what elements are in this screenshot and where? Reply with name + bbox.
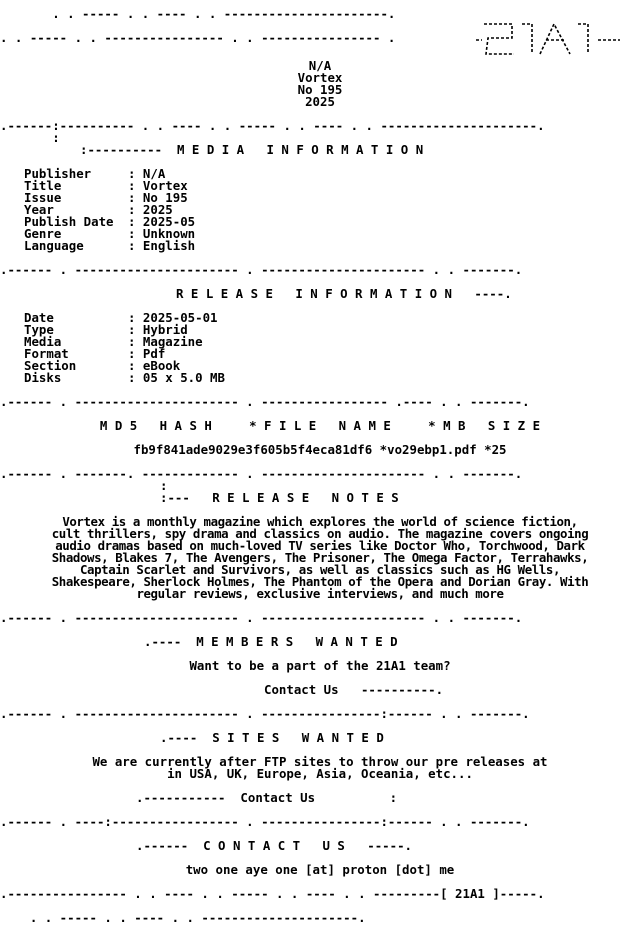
media-row-label: Title xyxy=(24,178,62,193)
members-heading: .---- M E M B E R S W A N T E D xyxy=(144,634,398,649)
notes-line: Vortex is a monthly magazine which explores the world of science fiction, xyxy=(62,514,578,529)
media-row xyxy=(24,180,640,192)
release-row-value: Magazine xyxy=(142,334,203,349)
media-row xyxy=(24,216,640,228)
release-row xyxy=(24,324,640,336)
media-row-value: 2025 xyxy=(142,202,173,217)
media-row-value: N/A xyxy=(142,166,166,181)
media-row-sep: : xyxy=(128,226,143,241)
hash-separator: .------ . ---------------------- . ----------------- .---- . . -------. xyxy=(0,394,530,409)
release-row-label: Date xyxy=(24,310,54,325)
release-row xyxy=(24,336,640,348)
contact-separator: .------ . ----:----------------- . ----------------:------ . . -------. xyxy=(0,814,530,829)
contact-line: two one aye one [at] proton [dot] me xyxy=(185,862,455,877)
sites-heading: .---- S I T E S W A N T E D xyxy=(160,730,384,745)
release-row xyxy=(24,372,640,384)
media-row xyxy=(24,204,640,216)
release-row-sep: : xyxy=(128,346,143,361)
media-row-value: Unknown xyxy=(142,226,196,241)
media-separator-bar: : xyxy=(0,130,60,145)
notes-separator: .------ . -------. ------------- . ---------------------- . . -------. xyxy=(0,466,523,481)
members-contact-link[interactable]: Contact Us ----------. xyxy=(264,682,444,697)
media-row-sep: : xyxy=(128,214,143,229)
media-row-value: 2025-05 xyxy=(142,214,196,229)
notes-separator-bar: : xyxy=(160,478,168,493)
header-title-line: Vortex xyxy=(297,70,343,85)
notes-line: Shadows, Blakes 7, The Avengers, The Prisoner, The Omega Factor, Terrahawks, xyxy=(51,550,589,565)
release-row-value: 05 x 5.0 MB xyxy=(142,370,225,385)
media-row-label: Year xyxy=(24,202,54,217)
hash-line: fb9f841ade9029e3f605b5f4eca81df6 *vo29ebp1.pdf *25 xyxy=(133,442,507,457)
media-separator: .------:---------- . . ---- . . ----- . . ---- . . ---------------------. xyxy=(0,118,545,133)
release-row-value: Hybrid xyxy=(142,322,188,337)
sites-line: We are currently after FTP sites to throw our pre releases at xyxy=(92,754,548,769)
media-row-value: No 195 xyxy=(142,190,188,205)
media-row xyxy=(24,168,640,180)
header-title-line: N/A xyxy=(308,58,332,73)
media-row-label: Publish Date xyxy=(24,214,114,229)
header-separator-top: . . ----- . . ---- . . ----------------------. xyxy=(0,6,396,21)
notes-line: audio dramas based on much-loved TV series like Doctor Who, Torchwood, Dark xyxy=(55,538,585,553)
release-row-label: Media xyxy=(24,334,62,349)
release-row-sep: : xyxy=(128,358,143,373)
media-heading: :---------- M E D I A I N F O R M A T I O N xyxy=(80,142,424,157)
release-row xyxy=(24,360,640,372)
media-row-label: Publisher xyxy=(24,166,92,181)
release-row-sep: : xyxy=(128,310,143,325)
notes-line: Shakespeare, Sherlock Holmes, The Phantom of the Opera and Dorian Gray. With xyxy=(51,574,589,589)
release-row-sep: : xyxy=(128,370,143,385)
release-row-label: Type xyxy=(24,322,54,337)
notes-line: Captain Scarlet and Survivors, as well as classics such as HG Wells, xyxy=(79,562,561,577)
logo-21a1-ascii-art xyxy=(474,20,624,60)
footer-separator: .---------------- . . ---- . . ----- . . ---- . . ---------[ 21A1 ]-----. xyxy=(0,886,545,901)
release-separator: .------ . ---------------------- . ---------------------- . . -------. xyxy=(0,262,523,277)
header-separator-main: . . ----- . . ---------------- . . ---------------- . xyxy=(0,30,396,45)
media-row-label: Genre xyxy=(24,226,62,241)
media-row-sep: : xyxy=(128,166,143,181)
media-row-label: Language xyxy=(24,238,84,253)
release-row-sep: : xyxy=(128,334,143,349)
sites-separator: .------ . ---------------------- . ----------------:------ . . -------. xyxy=(0,706,530,721)
logo xyxy=(474,20,624,60)
media-row xyxy=(24,228,640,240)
release-row-label: Section xyxy=(24,358,77,373)
release-heading: R E L E A S E I N F O R M A T I O N ----. xyxy=(176,286,512,301)
sites-contact-link[interactable]: .----------- Contact Us : xyxy=(136,790,398,805)
release-row-sep: : xyxy=(128,322,143,337)
header-title-line: 2025 xyxy=(305,94,335,109)
media-row-sep: : xyxy=(128,178,143,193)
release-row-label: Format xyxy=(24,346,69,361)
sites-line: in USA, UK, Europe, Asia, Oceania, etc... xyxy=(167,766,473,781)
media-row xyxy=(24,192,640,204)
media-row-value: Vortex xyxy=(142,178,188,193)
release-row-label: Disks xyxy=(24,370,62,385)
media-row-sep: : xyxy=(128,238,143,253)
hash-heading: M D 5 H A S H * F I L E N A M E * M B S I Z E xyxy=(99,418,541,433)
release-row-value: 2025-05-01 xyxy=(142,310,218,325)
members-separator: .------ . ---------------------- . ---------------------- . . -------. xyxy=(0,610,523,625)
header-title-line: No 195 xyxy=(297,82,343,97)
media-row-sep: : xyxy=(128,202,143,217)
release-row-value: eBook xyxy=(142,358,181,373)
notes-line: regular reviews, exclusive interviews, and much more xyxy=(136,586,504,601)
media-row-label: Issue xyxy=(24,190,62,205)
notes-heading: :--- R E L E A S E N O T E S xyxy=(160,490,399,505)
media-row-sep: : xyxy=(128,190,143,205)
notes-line: cult thrillers, spy drama and classics on audio. The magazine covers ongoing xyxy=(51,526,589,541)
release-row xyxy=(24,312,640,324)
media-row-value: English xyxy=(142,238,196,253)
media-row xyxy=(24,240,640,252)
members-question: Want to be a part of the 21A1 team? xyxy=(189,658,451,673)
release-row-value: Pdf xyxy=(142,346,166,361)
contact-heading: .------ C O N T A C T U S -----. xyxy=(136,838,413,853)
release-row xyxy=(24,348,640,360)
footer-separator-bottom: . . ----- . . ---- . . ---------------------. xyxy=(0,910,366,925)
